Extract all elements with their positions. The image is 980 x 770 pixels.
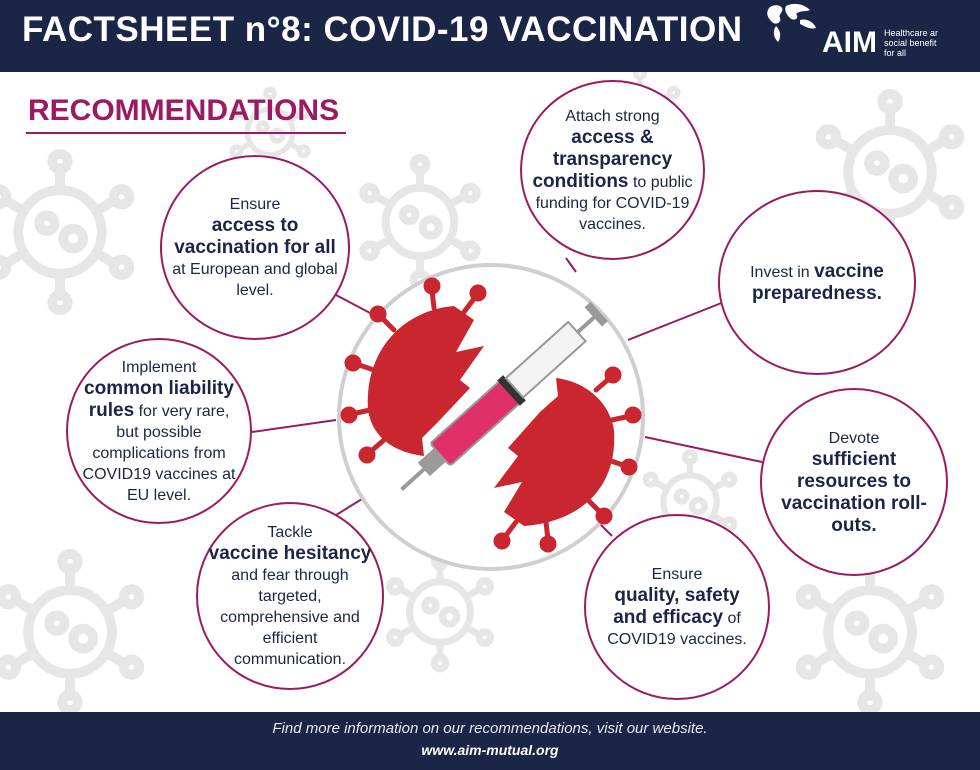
website-link[interactable]: www.aim-mutual.org bbox=[421, 742, 559, 758]
recommendation-hesitancy: Tackle vaccine hesitancy and fear through targeted, comprehensive and efficient communication. bbox=[196, 502, 384, 690]
recommendation-preparedness: Invest in vaccine preparedness. bbox=[718, 190, 916, 375]
logo-tagline: Healthcare ar social benefit for all bbox=[884, 28, 939, 58]
logo-text: AIM bbox=[822, 26, 877, 59]
recommendation-liability: Implement common liability rules for very rare, but possible complications from COVID19 vaccines at EU level. bbox=[66, 338, 252, 524]
recommendation-resources: Devote sufficient resources to vaccination roll-outs. bbox=[760, 388, 948, 576]
recommendation-quality: Ensure quality, safety and efficacy of COVID19 vaccines. bbox=[584, 514, 770, 700]
footer-note: Find more information on our recommendations, visit our website. bbox=[272, 720, 708, 737]
footer-bar bbox=[0, 712, 980, 770]
section-title: RECOMMENDATIONS bbox=[28, 94, 340, 127]
page-title: FACTSHEET n°8: COVID-19 VACCINATION bbox=[22, 10, 743, 49]
recommendation-access: Ensure access to vaccination for all at European and global level. bbox=[160, 155, 350, 340]
recommendation-transparency: Attach strong access & transparency conditions to public funding for COVID-19 vaccines. bbox=[520, 80, 705, 260]
